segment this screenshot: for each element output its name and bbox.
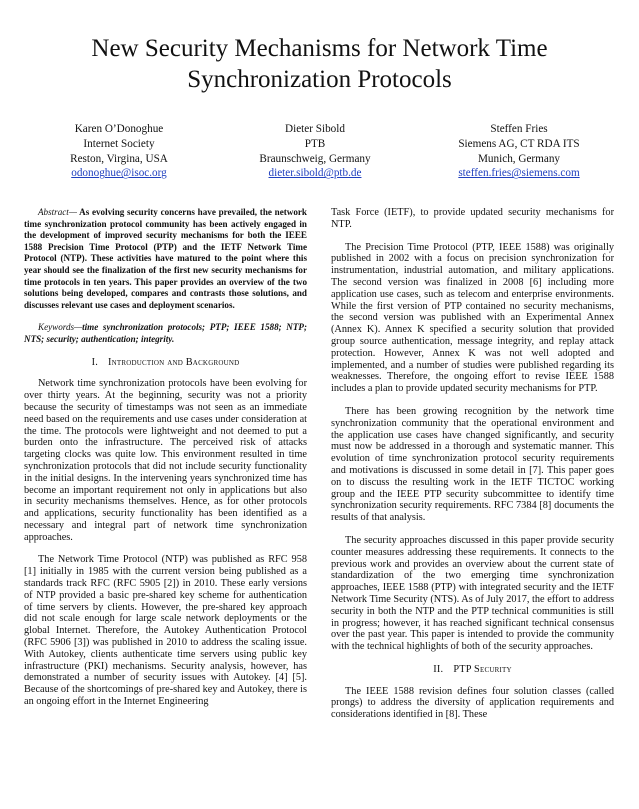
author-3 — [424, 122, 614, 181]
body-paragraph: The security approaches discussed in this paper provide security counter measures addressing these requirements. It connects to the previous work and provides an overview about the current state of standardization of the two emerging time synchronization approaches, IEEE 1588 (PTP) with integrated security and the IETF Network Time Security (NTS). As of July 2017, the effort to address security in both the NTP and the PTP technical communities is still in progress; however, it has reached significant technical consensus over the past year. This paper is intended to provide the community with the technical highlights of both of the security approaches. — [331, 534, 614, 653]
author-1 — [24, 122, 214, 181]
title-line-2: Synchronization Protocols — [187, 66, 452, 93]
author-name: Dieter Sibold — [285, 123, 345, 135]
right-column — [331, 207, 614, 732]
body-paragraph: Network time synchronization protocols have been evolving for over thirty years. At the beginning, security was not a priority because the security of timestamps was not seen as an immediate need based on the requirements and use cases under consideration at the time. The protocols were lightweight and not deemed to put a burden onto the infrastructure. The perceived risk of attacks targeting clocks was quite low. This environment resulted in time synchronization protocols that did not include security functionality in the initial designs. In the intervening years synchronized time has become an important requirement not only in applications but also in security mechanisms themselves. Hence, as for other protocols and applications, security functionality has been identified as a necessary and integral part of network time synchronization approaches. — [24, 378, 307, 543]
body-paragraph: The Precision Time Protocol (PTP, IEEE 1588) was originally published in 2002 with a focus on precision synchronization for instrumentation, industrial automation, and military applications. The second version was finalized in 2008 [6] including more application use cases, such as telecom and enterprise environments. While the first version of PTP contained no security mechanisms, the second version was published with an Experimental Annex (Annex K). Annex K specified a security solution that provided group source authentication, message integrity, and replay attack protection. However, Annex K was not well adopted and implemented, and a number of studies were published regarding its weaknesses. Therefore, the ongoing effort to revise IEEE 1588 includes a plan to provide updated security mechanisms for PTP. — [331, 241, 614, 395]
section-number: I. — [91, 356, 99, 368]
body-paragraph: There has been growing recognition by the network time synchronization community that the operational environment and the application use cases have changed significantly, and security must now be addressed in a thorough and systematic manner. This evolution of time synchronization protocol security requirements and motivations is discussed in some detail in [7]. This paper goes on to discuss the resulting work in the IETF TICTOC working group and the IEEE PTP security subcommittee to identify time synchronization security requirements. RFC 7384 [8] documents the results of that analysis. — [331, 405, 614, 524]
abstract-text: As evolving security concerns have prevailed, the network time synchronization protocol community has been actively engaged in the development of improved security mechanisms for both the IEEE 1588 Precision Time Protocol (PTP) and the IETF Network Time Protocol (NTP). These activities have matured to the point where this year should see the finalization of the first new security mechanisms for time protocols in ten years. This paper provides an overview of the two solutions being developed, compares and contrasts those solutions, and discusses relevant use cases and deployment scenarios. — [24, 207, 307, 310]
title-line-1: New Security Mechanisms for Network Time — [91, 35, 548, 62]
author-affiliation: PTB — [304, 137, 326, 150]
keywords-text: time synchronization protocols; PTP; IEEE 1588; NTP; NTS; security; authentication; integrity. — [24, 322, 307, 344]
author-email-link[interactable]: dieter.sibold@ptb.de — [268, 167, 362, 180]
author-location: Munich, Germany — [477, 152, 561, 165]
body-paragraph: The Network Time Protocol (NTP) was published as RFC 958 [1] initially in 1985 with the current version being published as a standards track RFC (RFC 5905 [2]) in 2010. These early versions of NTP provided a basic pre-shared key scheme for authentication of time servers by clients. However, the pre-shared key approach did not scale enough for large scale network deployments or the global Internet. Therefore, the Autokey Authentication Protocol (RFC 5906 [3]) was published in 2010 to address the scaling issue. With Autokey, clients authenticate time servers using public key infrastructure (PKI) mechanisms. Security analysis, however, has demonstrated a number of security issues with Autokey. [4] [5]. Because of the shortcomings of pre-shared key and Autokey, there is an ongoing effort in the Internet Engineering — [24, 554, 307, 708]
author-affiliation: Internet Society — [83, 137, 155, 150]
author-affiliation: Siemens AG, CT RDA ITS — [458, 137, 580, 150]
author-name: Karen O’Donoghue — [74, 123, 164, 135]
section-title: PTP Security — [453, 663, 512, 675]
body-paragraph: The IEEE 1588 revision defines four solution classes (called prongs) to address the diversity of application requirements and considerations identified in [8]. These — [331, 685, 614, 721]
section-title: Introduction and Background — [108, 356, 240, 368]
keywords — [24, 322, 307, 345]
author-location: Braunschweig, Germany — [259, 152, 371, 165]
author-location: Reston, Virgina, USA — [70, 152, 168, 165]
section-number: II. — [433, 663, 444, 675]
abstract-label: Abstract— — [38, 207, 77, 217]
keywords-label: Keywords— — [38, 322, 83, 333]
author-2 — [220, 122, 410, 181]
section-heading-1 — [24, 357, 307, 369]
author-name: Steffen Fries — [490, 123, 548, 135]
paper-title — [0, 33, 639, 95]
abstract — [24, 207, 307, 311]
author-email-link[interactable]: odonoghue@isoc.org — [71, 167, 167, 180]
left-column — [24, 207, 307, 719]
author-email-link[interactable]: steffen.fries@siemens.com — [458, 167, 580, 180]
section-heading-2 — [331, 664, 614, 676]
body-paragraph: Task Force (IETF), to provide updated security mechanisms for NTP. — [331, 207, 614, 230]
